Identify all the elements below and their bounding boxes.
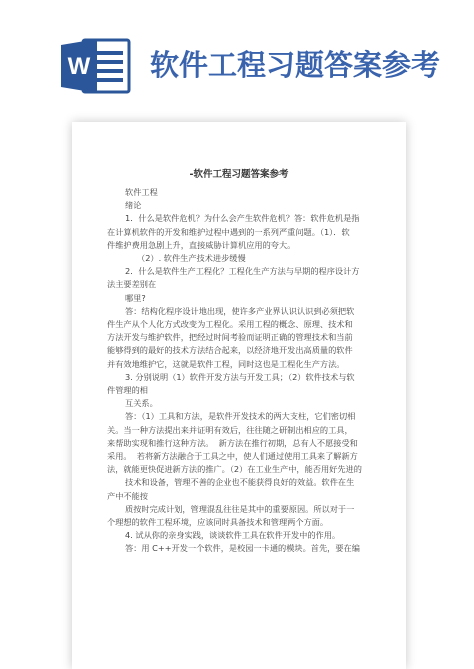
document-line: 绪论 [125, 200, 142, 211]
document-line: 方法开发与维护软件，把经过时间考验而证明正确的管理技术和当前 [107, 332, 353, 343]
document-line: 采用。 若将新方法融合于工具之中，使人们通过使用工具来了解新方 [107, 451, 358, 462]
document-line: （2）. 软件生产技术进步缓慢 [137, 253, 246, 264]
document-line: 个理想的软件工程环境，应该同时具备技术和管理两个方面。 [107, 517, 329, 528]
document-line: 在计算机软件的开发和维护过程中遇到的一系列严重问题。（1）．软 [107, 226, 350, 237]
document-line: 1．什么是软件危机？为什么会产生软件危机？答：软件危机是指 [125, 213, 360, 224]
document-line: 产中不能按 [107, 490, 148, 501]
banner-title: 软件工程习题答案参考 [150, 48, 441, 82]
document-line: 法主要差别在 [107, 279, 157, 290]
document-body [107, 186, 371, 556]
document-line: 答：用 C++开发一个软件，是校园一卡通的模块。首先，要在编 [125, 543, 360, 554]
document-line: 法，就能更快促进新方法的推广。（2）在工业生产中，能否用好先进的 [107, 464, 362, 475]
document-line: 件管理的相 [107, 385, 148, 396]
document-line: 哪里? [125, 292, 146, 303]
document-page [72, 122, 406, 669]
document-line: 3. 分别说明（1）软件开发方法与开发工具；（2）软件技术与软 [125, 371, 355, 382]
word-logo-icon [61, 37, 131, 95]
document-line: 互关系。 [125, 398, 158, 409]
document-line: 答：（1）工具和方法，是软件开发技术的两大支柱，它们密切相 [125, 411, 356, 422]
header-banner [0, 0, 474, 110]
document-line: 4. 试从你的亲身实践，谈谈软件工具在软件开发中的作用。 [125, 530, 341, 541]
document-line: 质按时完成计划，管理混乱往往是其中的重要原因。所以对于一 [125, 503, 355, 514]
svg-text:W: W [67, 53, 91, 80]
document-line: 能够得到的最好的技术方法结合起来，以经济地开发出高质量的软件 [107, 345, 353, 356]
document-line: 答：结构化程序设计地出现，使许多产业界认识认识到必须把软 [125, 305, 355, 316]
document-line: 来帮助实现和推行这种方法。 新方法在推行初期，总有人不愿接受和 [107, 437, 358, 448]
document-line: 软件工程 [125, 187, 158, 197]
document-line: 件维护费用急剧上升，直接威胁计算机应用的夸大。 [107, 239, 296, 250]
document-line: 技术和设备，管理不善的企业也不能获得良好的效益。软件在生 [125, 477, 355, 488]
document-line: 2．什么是软件生产工程化？工程化生产方法与早期的程序设计方 [125, 266, 360, 277]
document-line: 关。当一种方法提出来并证明有效后，往往随之研制出相应的工具， [107, 424, 353, 435]
document-line: 件生产从个人化方式改变为工程化。采用工程的概念、原理、技术和 [107, 319, 353, 330]
document-line: 并有效地维护它，这就是软件工程，同时这也是工程化生产方法。 [107, 358, 345, 369]
document-title: -软件工程习题答案参考 [189, 169, 289, 180]
